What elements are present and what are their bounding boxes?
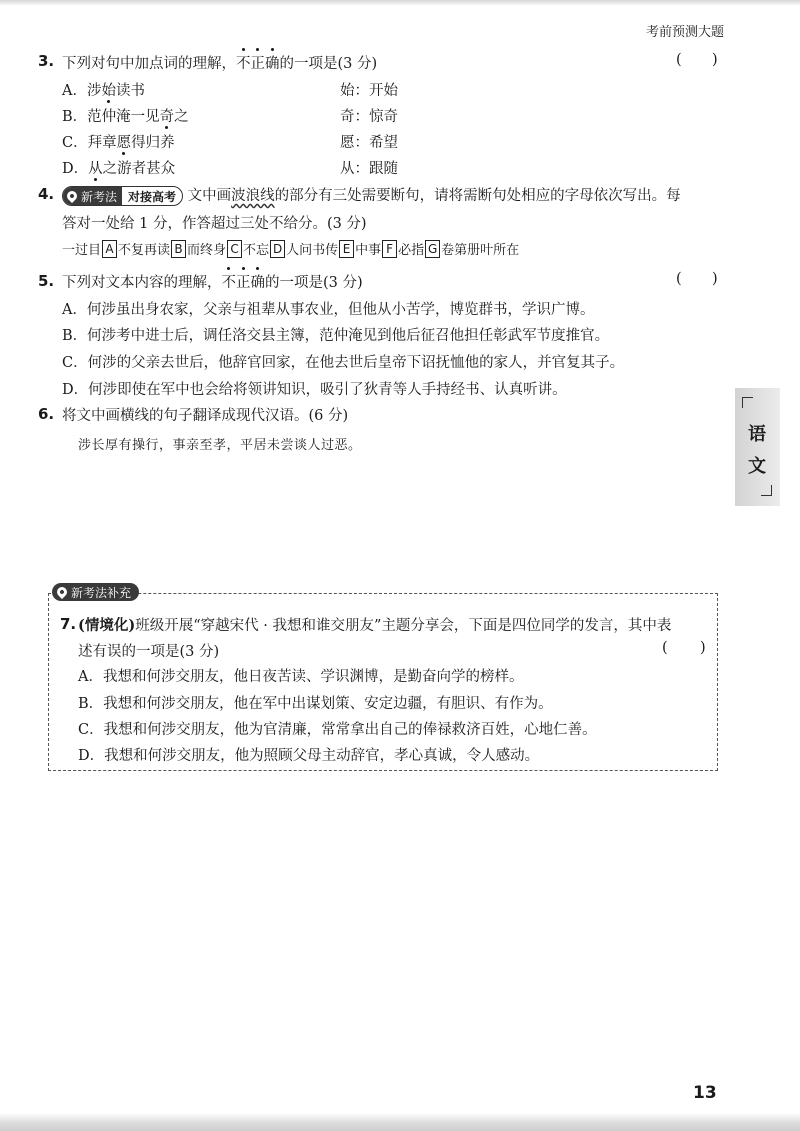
corner-mark — [761, 485, 772, 496]
letter-box: A — [102, 240, 117, 258]
option-b: B．何涉考中进士后，调任洛交县主簿，范仲淹见到他后征召他担任彰武军节度推官。 — [62, 328, 610, 344]
page-number: 13 — [693, 1083, 717, 1103]
header-title: 考前预测大题 — [645, 25, 724, 40]
side-tab-char-1: 语 — [748, 424, 766, 445]
corner-mark — [742, 397, 753, 408]
answer-paren-close: ) — [712, 52, 718, 68]
option-c: C．我想和何涉交朋友，他为官清廉，常常拿出自己的俸禄救济百姓，心地仁善。 — [78, 722, 597, 738]
letter-box: F — [382, 240, 397, 258]
answer-paren-open: ( — [662, 640, 668, 656]
answer-paren-close: ) — [700, 640, 706, 656]
question-number: 5. — [38, 272, 55, 290]
option-b: B．范仲淹一见奇之 — [62, 105, 189, 126]
question-stem: 下列对句中加点词的理解，不正确的一项是(3 分) — [62, 52, 377, 73]
question-number: 3. — [38, 52, 55, 70]
option-b-answer: 奇：惊奇 — [340, 109, 398, 125]
question-stem: (情境化)班级开展“穿越宋代 · 我想和谁交朋友”主题分享会，下面是四位同学的发言，其中表 — [78, 617, 672, 634]
option-d: D．从之游者甚众 — [62, 157, 175, 178]
letter-box: E — [339, 240, 354, 258]
subject-side-tab — [735, 388, 780, 506]
pin-icon — [55, 585, 69, 599]
supplement-label: 新考法补充 — [52, 583, 139, 601]
letter-box: B — [171, 240, 186, 258]
letter-box: D — [270, 240, 285, 258]
option-d: D．何涉即使在军中也会给将领讲知识，吸引了狄青等人手持经书、认真听讲。 — [62, 382, 567, 398]
option-c: C．何涉的父亲去世后，他辞官回家，在他去世后皇帝下诏抚恤他的家人，并官复其子。 — [62, 355, 625, 371]
question-number: 4. — [38, 185, 55, 203]
letter-box: G — [425, 240, 440, 258]
page-edge-top — [0, 0, 800, 6]
answer-paren-open: ( — [676, 271, 682, 287]
question-number: 6. — [38, 405, 55, 423]
quoted-sentence: 涉长厚有操行，事亲至孝，平居未尝谈人过恶。 — [78, 438, 362, 453]
question-stem-line2: 答对一处给 1 分，作答超过三处不给分。(3 分) — [62, 216, 367, 232]
page-edge-bottom — [0, 1113, 800, 1131]
question-stem: 下列对文本内容的理解，不正确的一项是(3 分) — [62, 271, 363, 292]
question-number: 7. — [60, 615, 77, 633]
pin-icon — [65, 189, 79, 203]
question-stem: 新考法 对接高考 文中画波浪线的部分有三处需要断句，请将需断句处相应的字母依次写出。每 — [62, 184, 681, 206]
option-d: D．我想和何涉交朋友，他为照顾父母主动辞官，孝心真诚，令人感动。 — [78, 748, 540, 764]
answer-paren-open: ( — [676, 52, 682, 68]
option-d-answer: 从：跟随 — [340, 161, 398, 177]
side-tab-char-2: 文 — [748, 456, 766, 477]
option-a-answer: 始：开始 — [340, 83, 398, 99]
option-a: A．涉始读书 — [62, 79, 145, 100]
segment-row: 一过目 A 不复再读 B 而终身 C 不忘 D 人问书传 E 中事 F 必指 G 卷第册叶所在 — [62, 241, 520, 258]
option-a: A．何涉虽出身农家，父亲与祖辈从事农业，但他从小苦学，博览群书，学识广博。 — [62, 302, 595, 318]
option-c-answer: 愿：希望 — [340, 135, 398, 151]
new-method-badge: 新考法 对接高考 — [62, 186, 183, 206]
question-stem: 将文中画横线的句子翻译成现代汉语。(6 分) — [62, 408, 349, 424]
letter-box: C — [227, 240, 242, 258]
option-a: A．我想和何涉交朋友，他日夜苦读、学识渊博，是勤奋向学的榜样。 — [78, 669, 524, 685]
option-c: C．拜章愿得归养 — [62, 131, 175, 152]
option-b: B．我想和何涉交朋友，他在军中出谋划策、安定边疆，有胆识、有作为。 — [78, 696, 553, 712]
answer-paren-close: ) — [712, 271, 718, 287]
question-stem-line2: 述有误的一项是(3 分) — [78, 644, 220, 660]
